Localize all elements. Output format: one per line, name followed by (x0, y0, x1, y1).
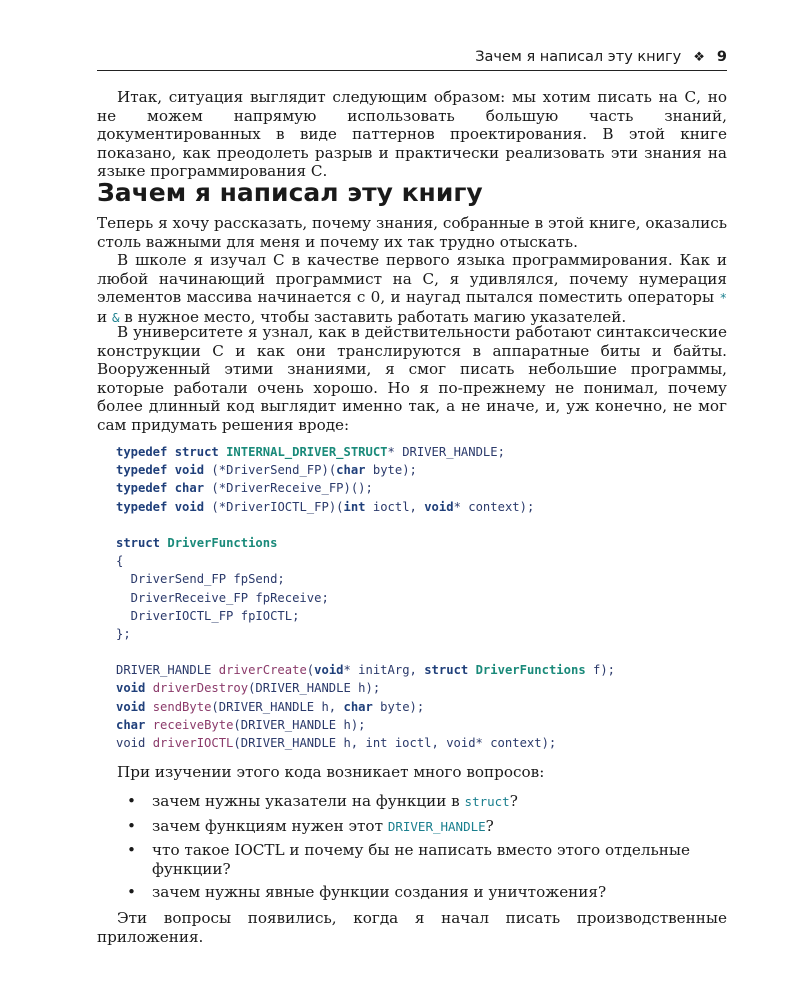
code-token (167, 481, 174, 495)
code-line (116, 679, 615, 697)
code-token: char (336, 463, 366, 478)
section-heading: Зачем я написал эту книгу (97, 178, 483, 207)
code-token: INTERNAL_DRIVER_STRUCT (226, 445, 388, 459)
code-token: struct (174, 445, 219, 459)
code-token (167, 463, 174, 477)
ornament-icon: ❖ (693, 50, 705, 65)
code-token: driverIOCTL (152, 736, 234, 750)
code-token: char (174, 481, 205, 496)
code-token: (DRIVER_HANDLE h, (211, 699, 344, 714)
code-token (167, 445, 174, 459)
code-token: }; (116, 626, 131, 641)
code-line (116, 589, 615, 607)
after-code-paragraph: При изучении этого кода возникает много вопросов: (117, 763, 545, 781)
code-token (219, 445, 226, 459)
code-line (116, 643, 615, 661)
list-item-text: зачем функциям нужен этот (152, 816, 388, 835)
code-token: (*DriverSend_FP)( (204, 463, 337, 478)
code-token: byte); (372, 699, 425, 714)
code-line (116, 698, 615, 716)
paragraph-text: в нужное место, чтобы заставить работать магию указателей. (119, 307, 627, 326)
code-token: * context); (453, 499, 535, 514)
closing-paragraph: Эти вопросы появились, когда я начал писать производственные приложения. (97, 909, 727, 946)
list-item (97, 817, 727, 837)
page-number: 9 (716, 49, 727, 65)
bullet-icon: • (127, 841, 136, 859)
inline-code: DRIVER_HANDLE (387, 818, 486, 834)
code-token: (DRIVER_HANDLE h, int ioctl, void* context); (233, 736, 557, 750)
code-token: void (174, 463, 205, 478)
code-token: int (343, 499, 366, 514)
code-line (116, 661, 615, 679)
question-list (97, 792, 727, 907)
code-token: DriverSend_FP fpSend; (116, 572, 285, 587)
code-token: char (343, 699, 373, 714)
section-paragraph-3: В университете я узнал, как в действительности работают синтаксические конструкции С и как они транслируются в аппаратные биты и байты. Вооруженный этими знаниями, я смог писать небольшие программы, которые работали очень хорошо. Но я по-прежнему не понимал, почему более длинный код выглядит именно так, а не иначе, и, уж конечно, не мог сам придумать решения вроде: (97, 323, 727, 434)
code-line (116, 625, 615, 643)
intro-paragraph: Итак, ситуация выглядит следующим образом: мы хотим писать на С, но не можем напрямую использовать большую часть знаний, документированных в виде паттернов проектирования. В этой книге показано, как преодолеть разрыв и практически реализовать эти знания на языке программирования С. (97, 88, 727, 180)
code-token: sendByte (152, 699, 212, 714)
code-token: receiveByte (152, 717, 234, 732)
code-token: void (174, 499, 205, 514)
list-item-text: ? (485, 816, 494, 835)
code-token: DriverIOCTL_FP fpIOCTL; (116, 608, 300, 623)
bullet-icon: • (127, 816, 136, 835)
code-token: (*DriverReceive_FP)(); (204, 481, 373, 496)
book-page (97, 0, 727, 1000)
code-line (116, 716, 615, 734)
list-item-text: ? (509, 792, 518, 810)
code-token: struct (116, 535, 161, 550)
code-token: typedef (116, 463, 168, 478)
code-line (116, 534, 615, 552)
code-token: DriverFunctions (167, 535, 278, 550)
code-token: { (116, 554, 124, 569)
code-line (116, 461, 615, 479)
code-token: struct (424, 663, 469, 678)
code-line (116, 570, 615, 588)
code-token: void (116, 699, 146, 714)
paragraph-text: и (97, 307, 112, 326)
running-header (97, 48, 727, 71)
section-paragraph-2 (97, 251, 727, 327)
list-item (97, 883, 727, 902)
code-token: ( (306, 663, 315, 678)
inline-code-ampersand: & (111, 309, 120, 325)
inline-code: struct (464, 794, 510, 809)
code-token: void (314, 663, 344, 678)
code-token: DriverReceive_FP fpReceive; (116, 590, 329, 605)
code-token: driverDestroy (152, 681, 249, 696)
code-token: void (424, 499, 454, 514)
code-line (116, 734, 615, 752)
code-token: * initArg, (343, 663, 425, 678)
code-token: DriverFunctions (475, 663, 586, 678)
code-token: typedef (116, 481, 168, 496)
code-line (116, 479, 615, 497)
inline-code-asterisk: * (719, 290, 727, 305)
code-token (145, 718, 152, 732)
code-token: (DRIVER_HANDLE h); (233, 717, 366, 732)
code-token: driverCreate (218, 663, 307, 678)
code-token: * DRIVER_HANDLE; (387, 445, 505, 459)
code-line (116, 607, 615, 625)
code-line (116, 498, 615, 516)
code-token (468, 663, 475, 677)
code-token: char (116, 717, 146, 732)
code-line (116, 516, 615, 534)
bullet-icon: • (127, 883, 136, 901)
code-token: typedef (116, 499, 168, 514)
code-line (116, 552, 615, 570)
code-token: void (116, 681, 146, 696)
paragraph-text: В школе я изучал С в качестве первого языка программирования. Как и любой начинающий программист на С, я удивлялся, почему нумерация элементов массива начинается с 0, и наугад пытался поместить операторы (97, 251, 727, 306)
list-item (97, 841, 727, 878)
section-paragraph-1: Теперь я хочу рассказать, почему знания, собранные в этой книге, оказались столь важными для меня и почему их так трудно отыскать. (97, 214, 727, 251)
code-token: DRIVER_HANDLE (116, 663, 219, 678)
code-token (145, 700, 152, 714)
code-token (167, 500, 174, 514)
list-item (97, 792, 727, 812)
code-token: void (116, 736, 153, 750)
bullet-icon: • (127, 792, 136, 810)
list-item-text: зачем нужны явные функции создания и уничтожения? (152, 883, 607, 901)
code-token: (DRIVER_HANDLE h); (248, 681, 381, 696)
code-token: (*DriverIOCTL_FP)( (204, 499, 344, 514)
list-item-text: зачем нужны указатели на функции в (152, 792, 465, 810)
running-title: Зачем я написал эту книгу (475, 49, 682, 65)
code-token: typedef (116, 445, 168, 459)
code-token: byte); (365, 463, 417, 478)
code-token: f); (585, 663, 616, 678)
code-token: ioctl, (365, 499, 425, 514)
list-item-text: что такое IOCTL и почему бы не написать вместо этого отдельные функции? (152, 841, 690, 878)
code-line (116, 443, 615, 461)
code-listing (116, 443, 615, 752)
code-token (145, 681, 152, 695)
